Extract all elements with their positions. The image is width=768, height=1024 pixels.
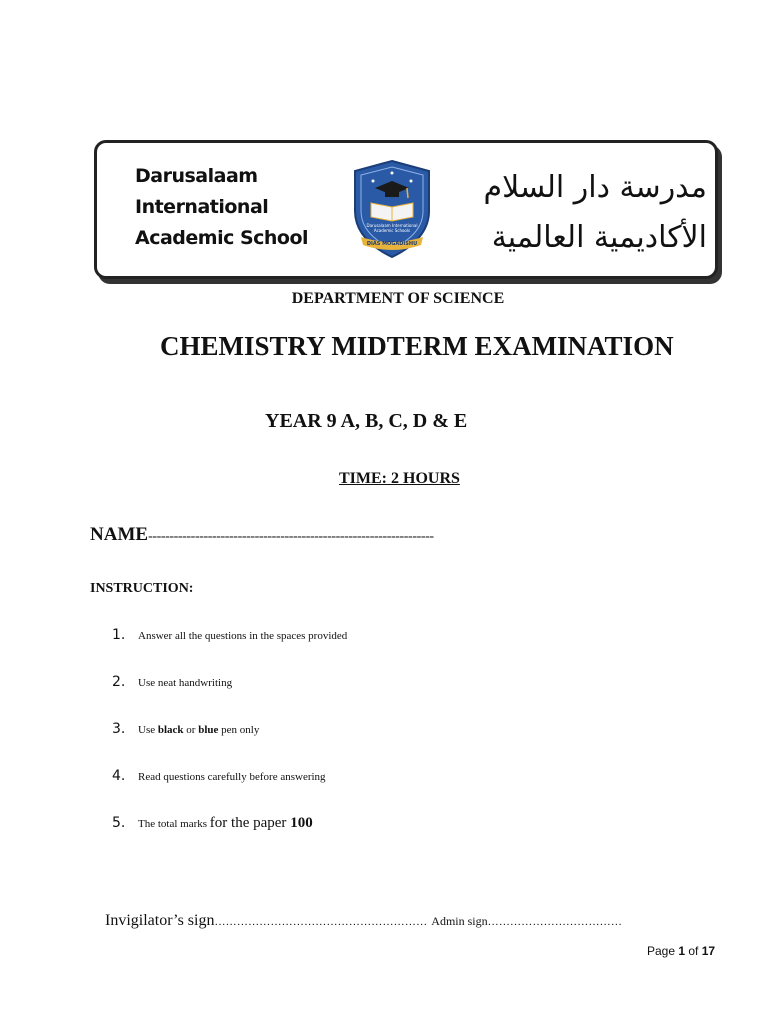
instruction-number: 2.	[112, 674, 126, 690]
instruction-text	[138, 724, 259, 736]
instruction-black: black	[157, 724, 184, 736]
instruction-number: 5.	[112, 815, 126, 831]
instruction-text: Read questions carefully before answering	[138, 771, 326, 783]
school-name-line-2: International	[135, 196, 269, 218]
name-field	[90, 524, 434, 546]
instruction-text: Answer all the questions in the spaces provided	[138, 630, 348, 642]
school-name-arabic	[484, 163, 708, 263]
page-of: of	[685, 944, 702, 958]
year-groups: YEAR 9 A, B, C, D & E	[265, 410, 468, 432]
school-name-ar-line-1: مدرسة دار السلام	[483, 170, 707, 205]
exam-title: CHEMISTRY MIDTERM EXAMINATION	[160, 331, 674, 361]
page-current: 1	[678, 944, 686, 958]
instruction-item	[112, 814, 347, 861]
school-name-ar-line-2: الأكاديمية العالمية	[491, 220, 707, 255]
invigilator-sign-label: Invigilator’s sign	[105, 912, 215, 929]
exam-duration: TIME: 2 HOURS	[339, 470, 460, 487]
department-title: DEPARTMENT OF SCIENCE	[291, 290, 505, 307]
school-header-box	[94, 140, 718, 279]
instruction-blue: blue	[198, 724, 219, 736]
instruction-item	[112, 626, 347, 673]
instruction-or: or	[183, 724, 199, 736]
invigilator-sign-dots: …………………………………………………	[214, 916, 428, 928]
instruction-number: 1.	[112, 627, 126, 643]
school-name-line-1: Darusalaam	[135, 165, 258, 187]
instructions-title: INSTRUCTION:	[90, 581, 194, 596]
signature-line	[105, 912, 622, 930]
instruction-text-pre: The total marks	[138, 818, 210, 830]
instruction-text-pre: Use	[138, 724, 158, 736]
instruction-text-post: pen only	[218, 724, 260, 736]
instruction-text	[138, 815, 313, 831]
school-crest-logo	[351, 159, 433, 259]
instruction-number: 4.	[112, 768, 126, 784]
instruction-text: Use neat handwriting	[138, 677, 233, 689]
name-label: NAME	[90, 524, 149, 545]
page-label: Page	[647, 944, 679, 958]
page-number	[647, 944, 715, 958]
school-name-english	[135, 161, 308, 254]
admin-sign-label: Admin sign	[431, 914, 488, 928]
instruction-item	[112, 767, 347, 814]
crest-banner: DIAS MOGADISHU	[366, 241, 418, 247]
instructions-list	[112, 626, 347, 861]
school-name-line-3: Academic School	[135, 227, 309, 249]
name-write-line: -------------------------------------------------------------------	[148, 529, 434, 544]
admin-sign-dots: ………………………………	[487, 916, 623, 928]
instruction-text-large: for the paper	[209, 815, 291, 831]
instruction-number: 3.	[112, 721, 126, 737]
instruction-item	[112, 673, 347, 720]
crest-text-2: Academic Schools	[373, 228, 411, 233]
instruction-item	[112, 720, 347, 767]
crest-text-1: Darusalaam International	[366, 223, 418, 228]
page-total: 17	[701, 944, 716, 958]
total-marks-value: 100	[290, 815, 313, 831]
